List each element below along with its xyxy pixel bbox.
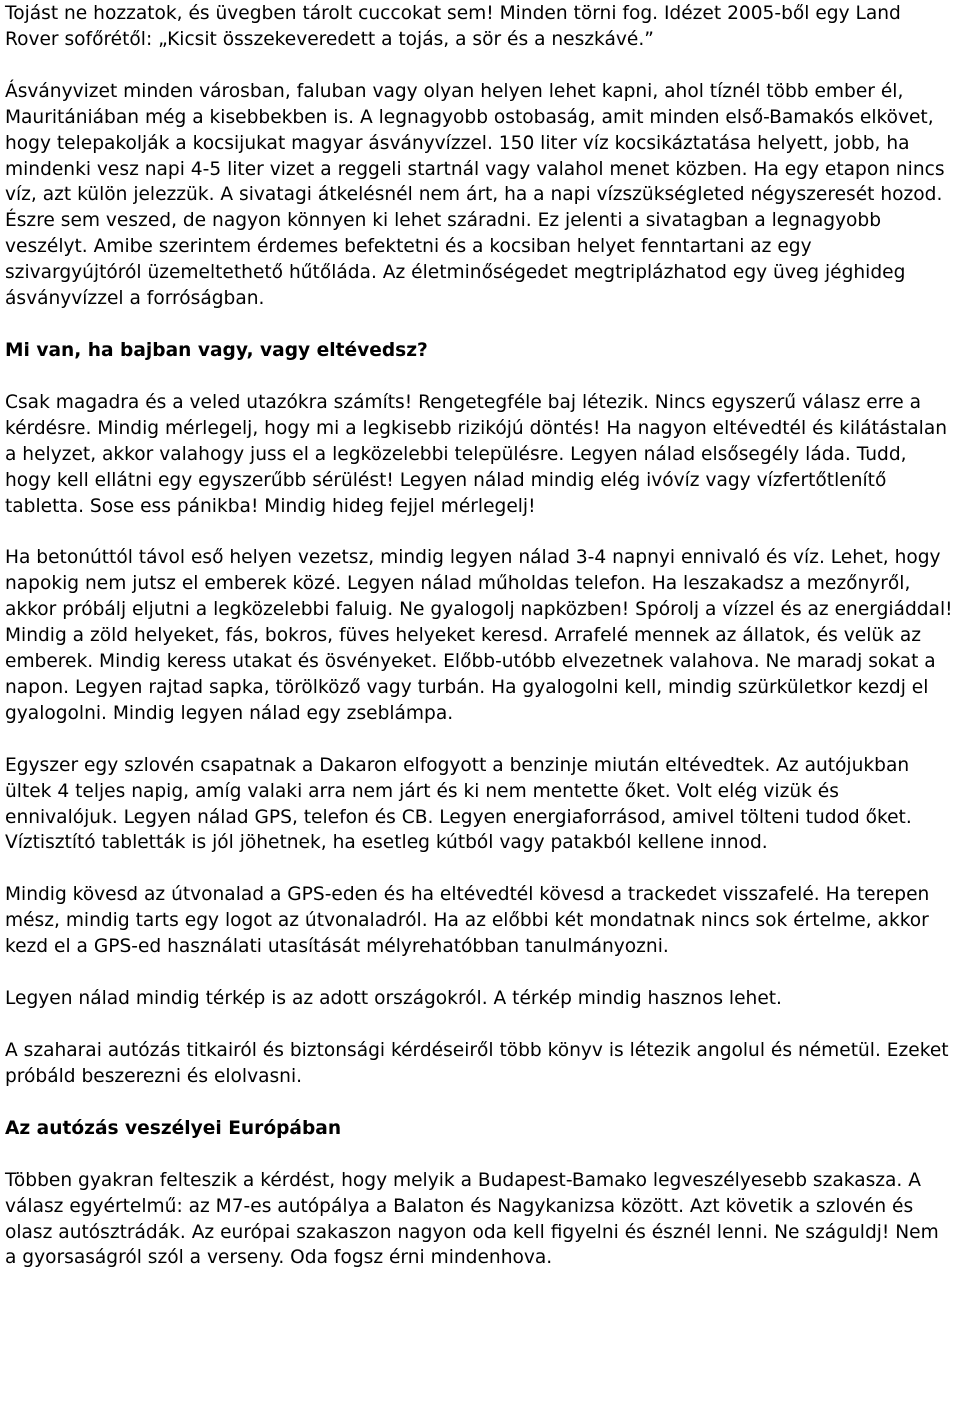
paragraph-food-and-water-supply: Ha betonúttól távol eső helyen vezetsz, mindig legyen nálad 3-4 napnyi ennivaló és víz. Lehet, hogy napokig nem jutsz el emberek közé. Legyen nálad műholdas telefon. Ha leszakadsz a mezőnyről, akkor próbálj eljutni a legközelebbi faluig. Ne gyalogolj napközben! Spórolj a vízzel és az energiáddal! Mindig a zöld helyeket, fás, bokros, füves helyeket keresd. Arrafelé mennek az állatok, és velük az emberek. Mindig keress utakat és ösvényeket. Előbb-utóbb elvezetnek valahova. Ne maradj sokat a napon. Legyen rajtad sapka, törölköző vagy turbán. Ha gyalogolni kell, mindig szürkületkor kezdj el gyalogolni. Mindig legyen nálad egy zseblámpa. (5, 547, 953, 724)
paragraph-books: A szaharai autózás titkairól és biztonsági kérdéseiről több könyv is létezik angolul és németül. Ezeket próbáld beszerezni és elolvasni. (5, 1040, 949, 1087)
paragraph-mineral-water: Ásványvizet minden városban, faluban vagy olyan helyen lehet kapni, ahol tíznél több ember él, Mauritániában még a kisebbekben is. A legnagyobb ostobaság, amit minden első-Bamakós elkövet, hogy telepakolják a kocsijukat magyar ásványvízzel. 150 liter víz kocsikáztatása helyett, jobb, ha mindenki vesz napi 4-5 liter vizet a reggeli startnál vagy valahol menet közben. Ha egy etapon nincs víz, azt külön jelezzük. A sivatagi átkelésnél nem árt, ha a napi vízszükségleted négyszeresét hozod. Észre sem veszed, de nagyon könnyen ki lehet száradni. Ez jelenti a sivatagban a legnagyobb veszélyt. Amibe szerintem érdemes befektetni és a kocsiban helyet fenntartani az egy szivargyújtóról üzemeltethető hűtőláda. Az életminőségedet megtriplázhatod egy üveg jéghideg ásványvízzel a forróságban. (5, 80, 945, 310)
paragraph-most-dangerous-section: Többen gyakran felteszik a kérdést, hogy melyik a Budapest-Bamako legveszélyesebb szakasza. A válasz egyértelmű: az M7-es autópálya a Balaton és Nagykanizsa között. Azt követik a szlovén és olasz autósztrádák. Az európai szakaszon nagyon oda kell figyelni és észnél lenni. Ne száguldj! Nem a gyorsaságról szól a verseny. Oda fogsz érni mindenhova. (5, 1169, 939, 1269)
paragraph-gps-route: Mindig kövesd az útvonalad a GPS-eden és ha eltévedtél kövesd a trackedet visszafelé. Ha terepen mész, mindig tarts egy logot az útvonaladról. Ha az előbbi két mondatnak nincs sok értelme, akkor kezd el a GPS-ed használati utasítását mélyrehatóbban tanulmányozni. (5, 884, 930, 958)
paragraph-map: Legyen nálad mindig térkép is az adott országokról. A térkép mindig hasznos lehet. (5, 988, 782, 1010)
heading-europe-dangers: Az autózás veszélyei Európában (5, 1117, 342, 1139)
paragraph-slovenian-team-story: Egyszer egy szlovén csapatnak a Dakaron elfogyott a benzinje miután eltévedtek. Az autójukban ültek 4 teljes napig, amíg valaki arra nem járt és ki nem mentette őket. Volt elég vizük és ennivalójuk. Legyen nálad GPS, telefon és CB. Legyen energiaforrásod, amivel tölteni tudod őket. Víztisztító tabletták is jól jöhetnek, ha esetleg kútból vagy patakból kellene innod. (5, 754, 912, 854)
heading-trouble-or-lost: Mi van, ha bajban vagy, vagy eltévedsz? (5, 339, 428, 361)
paragraph-rely-on-yourself: Csak magadra és a veled utazókra számíts! Rengetegféle baj létezik. Nincs egyszerű válasz erre a kérdésre. Mindig mérlegelj, hogy mi a legkisebb rizikójú döntés! Ha nagyon eltévedtél és kilátástalan a helyzet, akkor valahogy juss el a legközelebbi településre. Legyen nálad elsősegély láda. Tudd, hogy kell ellátni egy egyszerűbb sérülést! Legyen nálad mindig elég ivóvíz vagy vízfertőtlenítő tabletta. Sose ess pánikba! Mindig hideg fejjel mérlegelj! (5, 391, 947, 517)
paragraph-eggs-warning: Tojást ne hozzatok, és üvegben tárolt cuccokat sem! Minden törni fog. Idézet 2005-ből egy Land Rover sofőrétől: „Kicsit összekeveredett a tojás, a sör és a neszkávé.” (5, 3, 901, 50)
